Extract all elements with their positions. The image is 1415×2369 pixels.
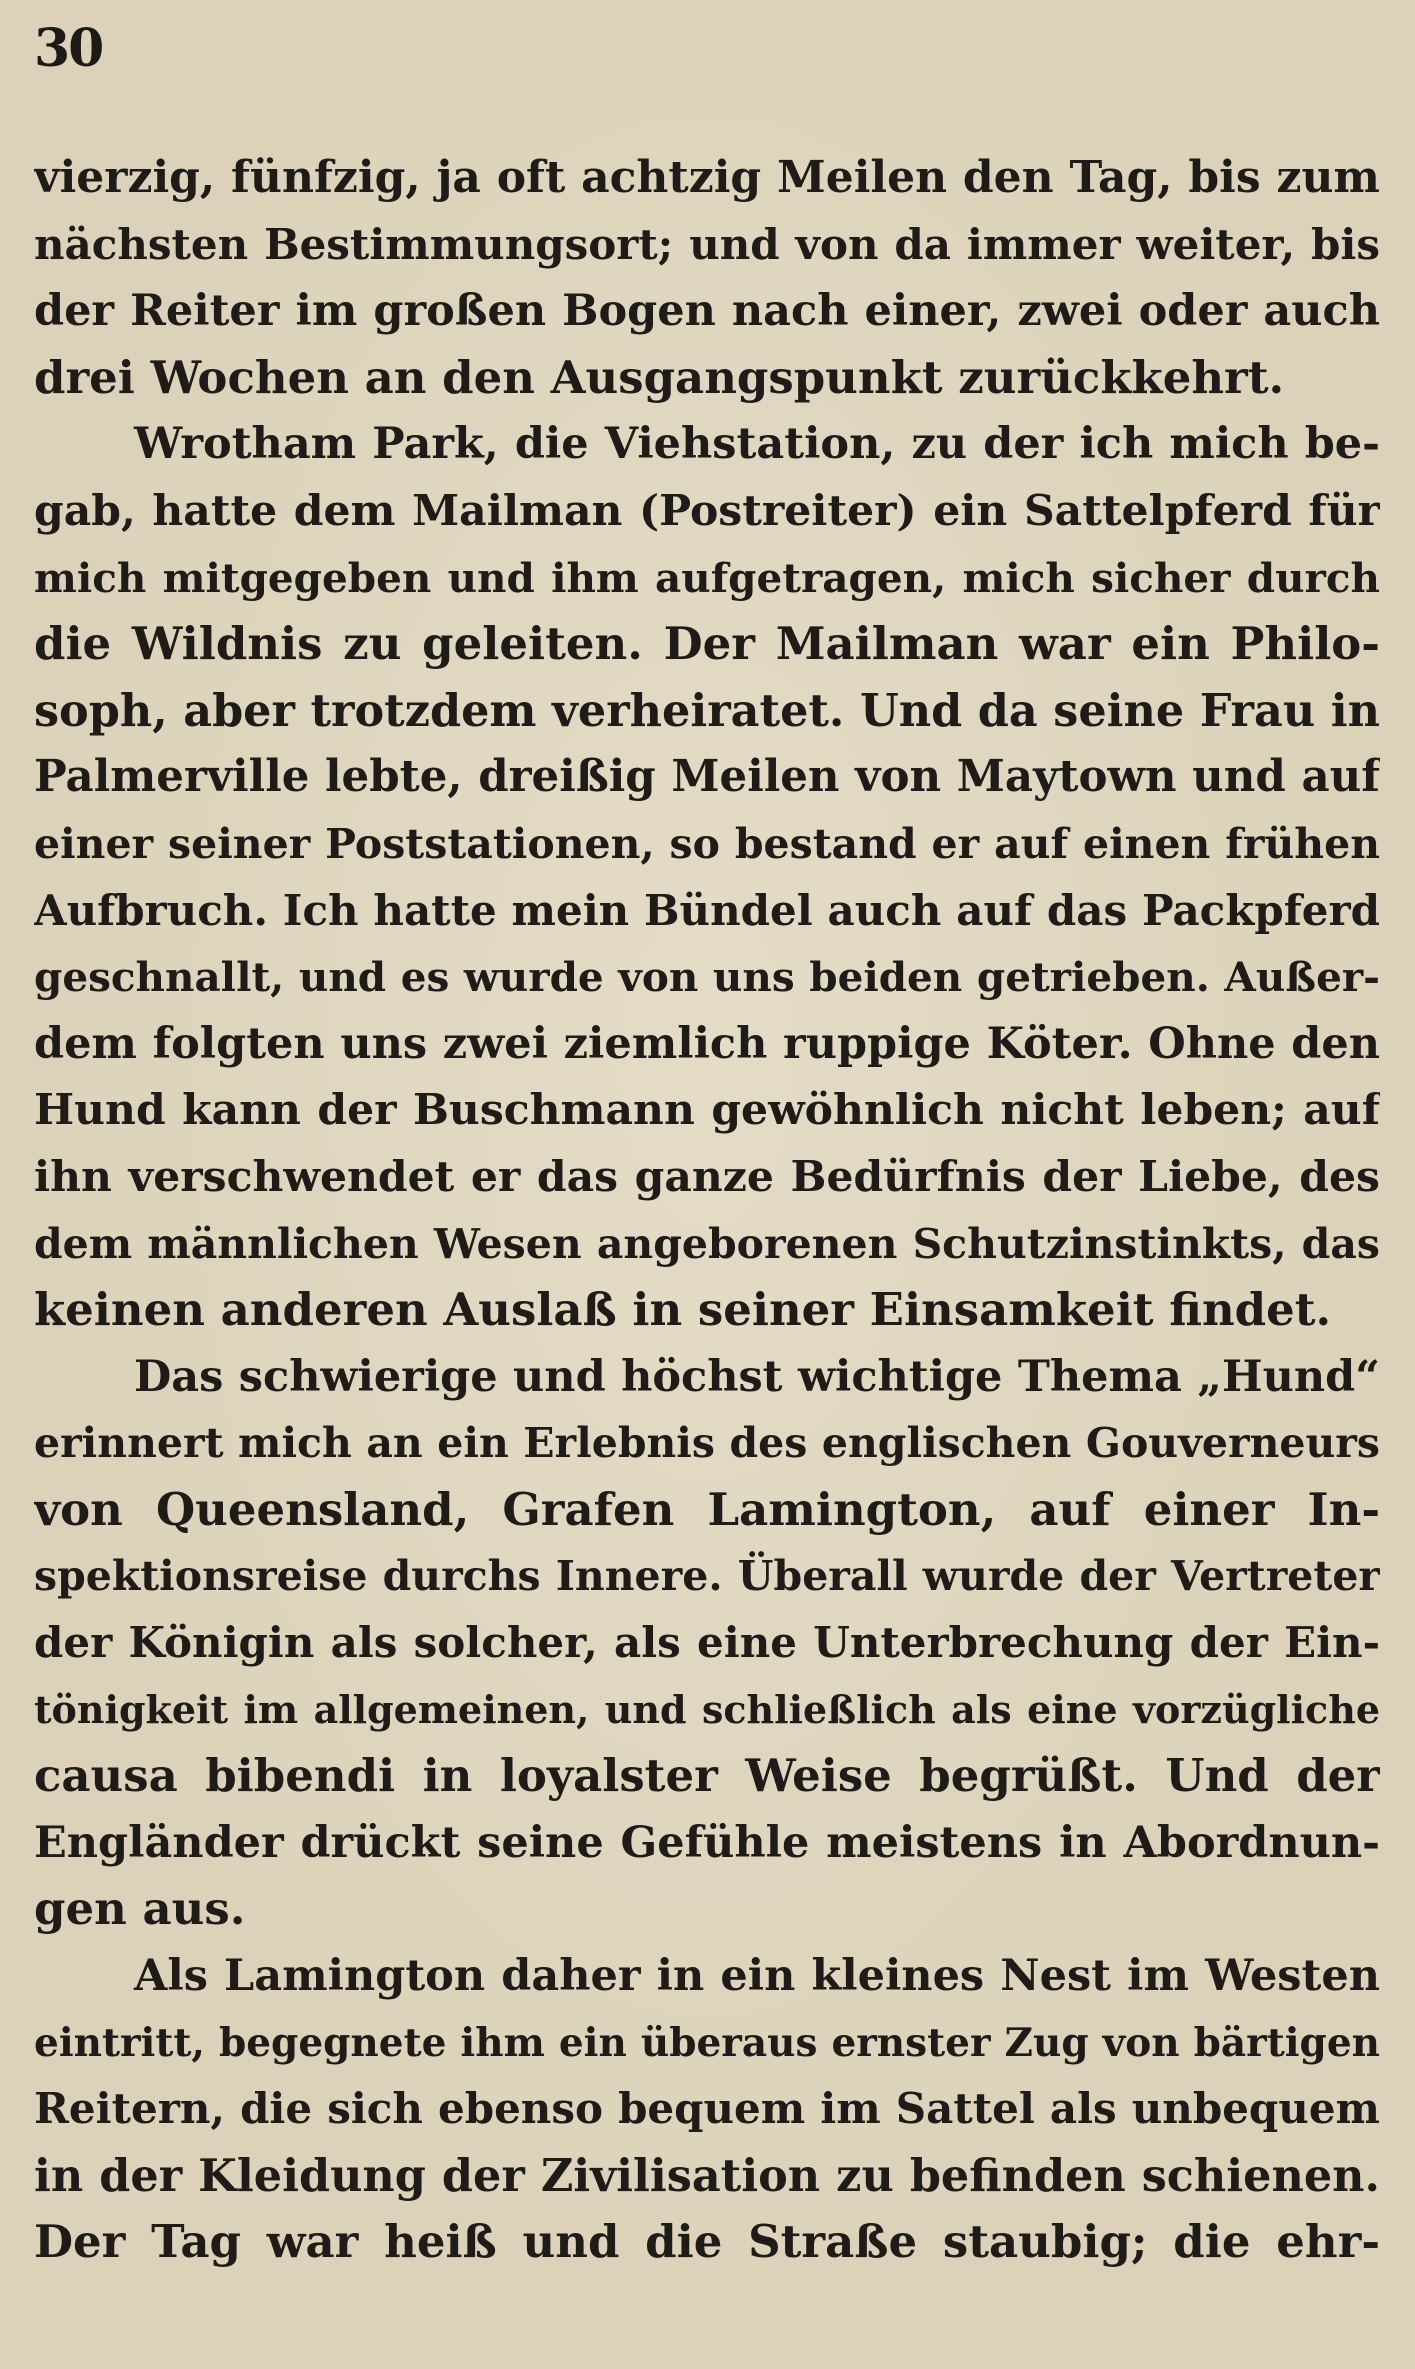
text-line: gab, hatte dem Mailman (Postreiter) ein Sattelpferd für	[34, 485, 1380, 536]
text-line: der Reiter im großen Bogen nach einer, zwei oder auch	[34, 286, 1380, 337]
text-line: Aufbruch. Ich hatte mein Bündel auch auf das Packpferd	[34, 885, 1380, 935]
text-line: Wrotham Park, die Viehstation, zu der ich mich be-	[134, 419, 1380, 470]
text-line: mich mitgegeben und ihm aufgetragen, mich sicher durch	[34, 553, 1380, 602]
text-line: gen aus.	[34, 1882, 246, 1936]
text-line: Palmerville lebte, dreißig Meilen von Maytown und auf	[34, 751, 1380, 803]
text-line: Als Lamington daher in ein kleines Nest im Westen	[134, 1951, 1380, 2002]
text-line: dem folgten uns zwei ziemlich ruppige Köter. Ohne den	[34, 1018, 1380, 1069]
text-line: einer seiner Poststationen, so bestand er auf einen frühen	[34, 819, 1380, 868]
text-line: Engländer drückt seine Gefühle meistens in Abordnun-	[34, 1817, 1380, 1868]
text-line: in der Kleidung der Zivilisation zu befinden schienen.	[34, 2149, 1380, 2202]
text-line: keinen anderen Auslaß in seiner Einsamkeit findet.	[34, 1283, 1332, 1337]
text-line: Der Tag war heiß und die Straße staubig; die ehr-	[34, 2215, 1380, 2269]
text-line: erinnert mich an ein Erlebnis des englischen Gouverneurs	[34, 1419, 1380, 1468]
text-line: eintritt, begegnete ihm ein überaus ernster Zug von bärtigen	[34, 2019, 1380, 2066]
text-line: der Königin als solcher, als eine Unterbrechung der Ein-	[34, 1618, 1380, 1668]
page-number: 30	[34, 18, 103, 79]
text-line: geschnallt, und es wurde von uns beiden getrieben. Außer-	[34, 953, 1380, 1002]
text-line: vierzig, fünfzig, ja oft achtzig Meilen den Tag, bis zum	[34, 152, 1380, 203]
text-line: tönigkeit im allgemeinen, und schließlich als eine vorzügliche	[34, 1686, 1380, 1732]
text-line: soph, aber trotzdem verheiratet. Und da seine Frau in	[34, 684, 1380, 737]
text-line: Das schwierige und höchst wichtige Thema „Hund“	[134, 1351, 1380, 1402]
text-line: nächsten Bestimmungsort; und von da immer weiter, bis	[34, 219, 1380, 269]
text-line: spektionsreise durchs Innere. Überall wurde der Vertreter	[34, 1552, 1380, 1601]
text-line: ihn verschwendet er das ganze Bedürfnis der Liebe, des	[34, 1151, 1380, 1202]
text-line: Hund kann der Buschmann gewöhnlich nicht leben; auf	[34, 1085, 1380, 1136]
text-line: dem männlichen Wesen angeborenen Schutzinstinkts, das	[34, 1219, 1380, 1268]
text-line: von Queensland, Grafen Lamington, auf einer In-	[34, 1482, 1380, 1536]
text-line: causa bibendi in loyalster Weise begrüßt. Und der	[34, 1749, 1380, 1803]
text-line: Reitern, die sich ebenso bequem im Sattel als unbequem	[34, 2084, 1380, 2134]
body-text	[34, 145, 1380, 2276]
text-line: drei Wochen an den Ausgangspunkt zurückkehrt.	[34, 350, 1285, 404]
text-line: die Wildnis zu geleiten. Der Mailman war ein Philo-	[34, 617, 1380, 671]
